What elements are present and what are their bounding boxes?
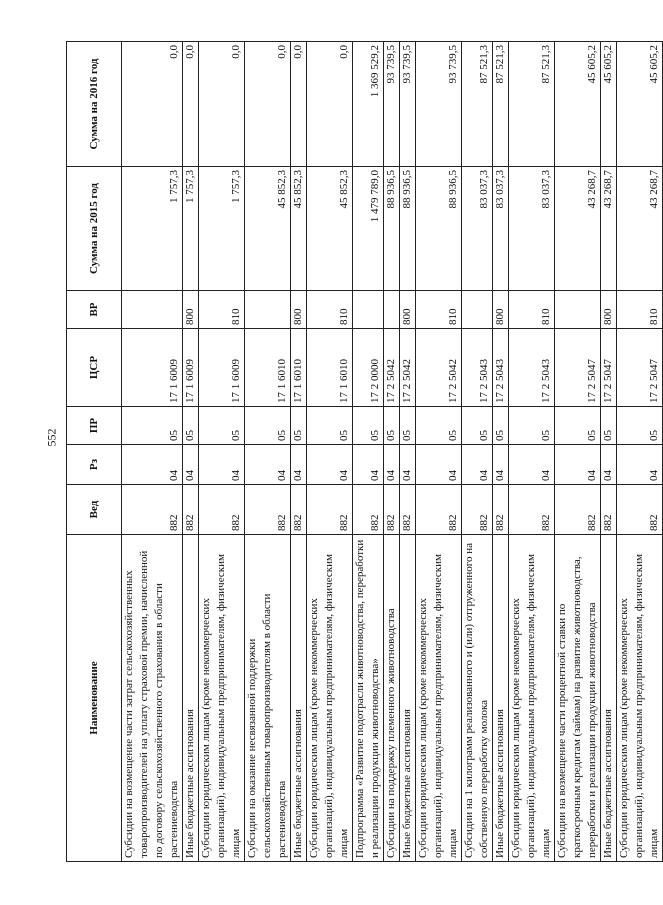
cell-sum-2016: 0,0 <box>122 42 183 167</box>
table-row <box>601 42 617 862</box>
cell-pr: 05 <box>307 407 353 445</box>
cell-ved: 882 <box>122 485 183 535</box>
cell-name: Иные бюджетные ассигнования <box>601 535 617 862</box>
table-row <box>462 42 493 862</box>
cell-csr: 17 2 5043 <box>493 329 509 407</box>
header-ved: Вед <box>67 485 122 535</box>
cell-name: Субсидии на поддержку племенного животноводства <box>384 535 400 862</box>
cell-csr: 17 1 6009 <box>199 329 245 407</box>
cell-pr: 05 <box>509 407 555 445</box>
cell-sum-2015: 45 852,3 <box>307 167 353 291</box>
cell-name: Субсидии юридическим лицам (кроме некоммерческих организаций), индивидуальным предпринимателям, физическим лицам <box>617 535 663 862</box>
cell-vr: 810 <box>509 291 555 329</box>
cell-sum-2016: 93 739,5 <box>384 42 400 167</box>
cell-sum-2015: 43 268,7 <box>555 167 601 291</box>
cell-rz: 04 <box>400 445 416 485</box>
table-row <box>245 42 291 862</box>
header-vr: ВР <box>67 291 122 329</box>
cell-sum-2015: 83 037,3 <box>509 167 555 291</box>
table-row <box>183 42 199 862</box>
cell-sum-2016: 0,0 <box>245 42 291 167</box>
header-sum-2015: Сумма на 2015 год <box>67 167 122 291</box>
cell-vr: 810 <box>617 291 663 329</box>
cell-vr <box>384 291 400 329</box>
cell-pr: 05 <box>384 407 400 445</box>
cell-vr <box>122 291 183 329</box>
cell-sum-2015: 45 852,3 <box>245 167 291 291</box>
cell-rz: 04 <box>493 445 509 485</box>
cell-rz: 04 <box>307 445 353 485</box>
cell-name: Субсидии на возмещение части затрат сельскохозяйственных товаропроизводителей на уплату страховой премии, начисленной по договору сельскохозяйственного страхования в области растениеводства <box>122 535 183 862</box>
cell-vr: 800 <box>400 291 416 329</box>
cell-pr: 05 <box>199 407 245 445</box>
cell-vr: 800 <box>601 291 617 329</box>
cell-csr: 17 2 5047 <box>601 329 617 407</box>
cell-sum-2015: 88 936,5 <box>384 167 400 291</box>
header-name: Наименование <box>67 535 122 862</box>
cell-name: Субсидии на оказание несвязанной поддержки сельскохозяйственным товаропроизводителям в области растениеводства <box>245 535 291 862</box>
cell-name: Субсидии юридическим лицам (кроме некоммерческих организаций), индивидуальным предпринимателям, физическим лицам <box>199 535 245 862</box>
cell-vr: 800 <box>183 291 199 329</box>
header-csr: ЦСР <box>67 329 122 407</box>
cell-pr: 05 <box>183 407 199 445</box>
cell-vr <box>353 291 384 329</box>
cell-name: Иные бюджетные ассигнования <box>291 535 307 862</box>
cell-sum-2016: 0,0 <box>291 42 307 167</box>
cell-pr: 05 <box>555 407 601 445</box>
cell-rz: 04 <box>353 445 384 485</box>
cell-vr <box>555 291 601 329</box>
cell-sum-2016: 93 739,5 <box>416 42 462 167</box>
cell-sum-2015: 45 852,3 <box>291 167 307 291</box>
budget-table <box>66 41 663 862</box>
cell-rz: 04 <box>555 445 601 485</box>
cell-name: Субсидии юридическим лицам (кроме некоммерческих организаций), индивидуальным предпринимателям, физическим лицам <box>509 535 555 862</box>
cell-ved: 882 <box>601 485 617 535</box>
table-row <box>617 42 663 862</box>
cell-vr: 800 <box>291 291 307 329</box>
cell-name: Субсидии юридическим лицам (кроме некоммерческих организаций), индивидуальным предпринимателям, физическим лицам <box>307 535 353 862</box>
cell-ved: 882 <box>462 485 493 535</box>
cell-ved: 882 <box>245 485 291 535</box>
cell-pr: 05 <box>400 407 416 445</box>
cell-ved: 882 <box>416 485 462 535</box>
cell-ved: 882 <box>307 485 353 535</box>
cell-sum-2016: 45 605,2 <box>601 42 617 167</box>
cell-name: Иные бюджетные ассигнования <box>400 535 416 862</box>
cell-pr: 05 <box>353 407 384 445</box>
cell-csr: 17 1 6009 <box>183 329 199 407</box>
cell-csr: 17 2 5043 <box>462 329 493 407</box>
cell-name: Субсидии на возмещение части процентной ставки по краткосрочным кредитам (займам) на развитие животноводства, переработки и реализации продукции животноводства <box>555 535 601 862</box>
table-row <box>307 42 353 862</box>
rotated-table-container <box>66 42 660 862</box>
cell-csr: 17 1 6009 <box>122 329 183 407</box>
cell-rz: 04 <box>245 445 291 485</box>
cell-sum-2015: 83 037,3 <box>493 167 509 291</box>
cell-sum-2015: 43 268,7 <box>617 167 663 291</box>
cell-pr: 05 <box>493 407 509 445</box>
cell-ved: 882 <box>384 485 400 535</box>
cell-vr: 810 <box>199 291 245 329</box>
page-number: 552 <box>44 428 59 447</box>
cell-vr <box>462 291 493 329</box>
header-rz: Рз <box>67 445 122 485</box>
cell-sum-2015: 83 037,3 <box>462 167 493 291</box>
cell-pr: 05 <box>291 407 307 445</box>
table-row <box>416 42 462 862</box>
cell-csr: 17 1 6010 <box>307 329 353 407</box>
cell-ved: 882 <box>400 485 416 535</box>
cell-sum-2015: 88 936,5 <box>416 167 462 291</box>
table-row <box>509 42 555 862</box>
cell-sum-2015: 1 757,3 <box>199 167 245 291</box>
cell-pr: 05 <box>617 407 663 445</box>
cell-vr: 810 <box>307 291 353 329</box>
table-row <box>555 42 601 862</box>
cell-csr: 17 2 5042 <box>416 329 462 407</box>
cell-sum-2015: 1 479 789,0 <box>353 167 384 291</box>
table-row <box>199 42 245 862</box>
cell-pr: 05 <box>245 407 291 445</box>
cell-ved: 882 <box>493 485 509 535</box>
table-row <box>353 42 384 862</box>
cell-rz: 04 <box>183 445 199 485</box>
cell-csr: 17 2 5042 <box>400 329 416 407</box>
cell-sum-2015: 1 757,3 <box>183 167 199 291</box>
cell-name: Субсидии на 1 килограмм реализованного и (или) отгруженного на собственную переработку молока <box>462 535 493 862</box>
cell-rz: 04 <box>509 445 555 485</box>
cell-sum-2016: 0,0 <box>183 42 199 167</box>
cell-sum-2016: 0,0 <box>199 42 245 167</box>
cell-sum-2015: 1 757,3 <box>122 167 183 291</box>
cell-vr: 810 <box>416 291 462 329</box>
cell-csr: 17 2 5042 <box>384 329 400 407</box>
table-row <box>384 42 400 862</box>
cell-csr: 17 2 5047 <box>617 329 663 407</box>
cell-rz: 04 <box>601 445 617 485</box>
cell-ved: 882 <box>555 485 601 535</box>
header-pr: ПР <box>67 407 122 445</box>
cell-sum-2016: 45 605,2 <box>555 42 601 167</box>
cell-csr: 17 1 6010 <box>245 329 291 407</box>
cell-name: Подпрограмма «Развитие подотрасли животноводства, переработки и реализации продукции животноводства» <box>353 535 384 862</box>
table-row <box>291 42 307 862</box>
table-header-row <box>67 42 122 862</box>
cell-ved: 882 <box>617 485 663 535</box>
cell-sum-2016: 87 521,3 <box>509 42 555 167</box>
table-body <box>122 42 663 862</box>
cell-csr: 17 2 0000 <box>353 329 384 407</box>
cell-ved: 882 <box>291 485 307 535</box>
cell-ved: 882 <box>509 485 555 535</box>
cell-rz: 04 <box>122 445 183 485</box>
cell-ved: 882 <box>183 485 199 535</box>
cell-sum-2016: 87 521,3 <box>462 42 493 167</box>
cell-ved: 882 <box>353 485 384 535</box>
cell-sum-2015: 88 936,5 <box>400 167 416 291</box>
cell-csr: 17 1 6010 <box>291 329 307 407</box>
cell-rz: 04 <box>617 445 663 485</box>
cell-pr: 05 <box>416 407 462 445</box>
cell-sum-2016: 45 605,2 <box>617 42 663 167</box>
cell-ved: 882 <box>199 485 245 535</box>
table-row <box>400 42 416 862</box>
cell-pr: 05 <box>462 407 493 445</box>
cell-rz: 04 <box>462 445 493 485</box>
table-row <box>122 42 183 862</box>
cell-rz: 04 <box>416 445 462 485</box>
cell-name: Субсидии юридическим лицам (кроме некоммерческих организаций), индивидуальным предпринимателям, физическим лицам <box>416 535 462 862</box>
cell-sum-2016: 1 369 529,2 <box>353 42 384 167</box>
cell-sum-2015: 43 268,7 <box>601 167 617 291</box>
cell-pr: 05 <box>601 407 617 445</box>
cell-sum-2016: 87 521,3 <box>493 42 509 167</box>
cell-pr: 05 <box>122 407 183 445</box>
cell-rz: 04 <box>199 445 245 485</box>
cell-csr: 17 2 5043 <box>509 329 555 407</box>
cell-rz: 04 <box>291 445 307 485</box>
cell-sum-2016: 93 739,5 <box>400 42 416 167</box>
cell-name: Иные бюджетные ассигнования <box>183 535 199 862</box>
cell-rz: 04 <box>384 445 400 485</box>
cell-csr: 17 2 5047 <box>555 329 601 407</box>
cell-name: Иные бюджетные ассигнования <box>493 535 509 862</box>
cell-vr: 800 <box>493 291 509 329</box>
table-row <box>493 42 509 862</box>
cell-sum-2016: 0,0 <box>307 42 353 167</box>
header-sum-2016: Сумма на 2016 год <box>67 42 122 167</box>
cell-vr <box>245 291 291 329</box>
